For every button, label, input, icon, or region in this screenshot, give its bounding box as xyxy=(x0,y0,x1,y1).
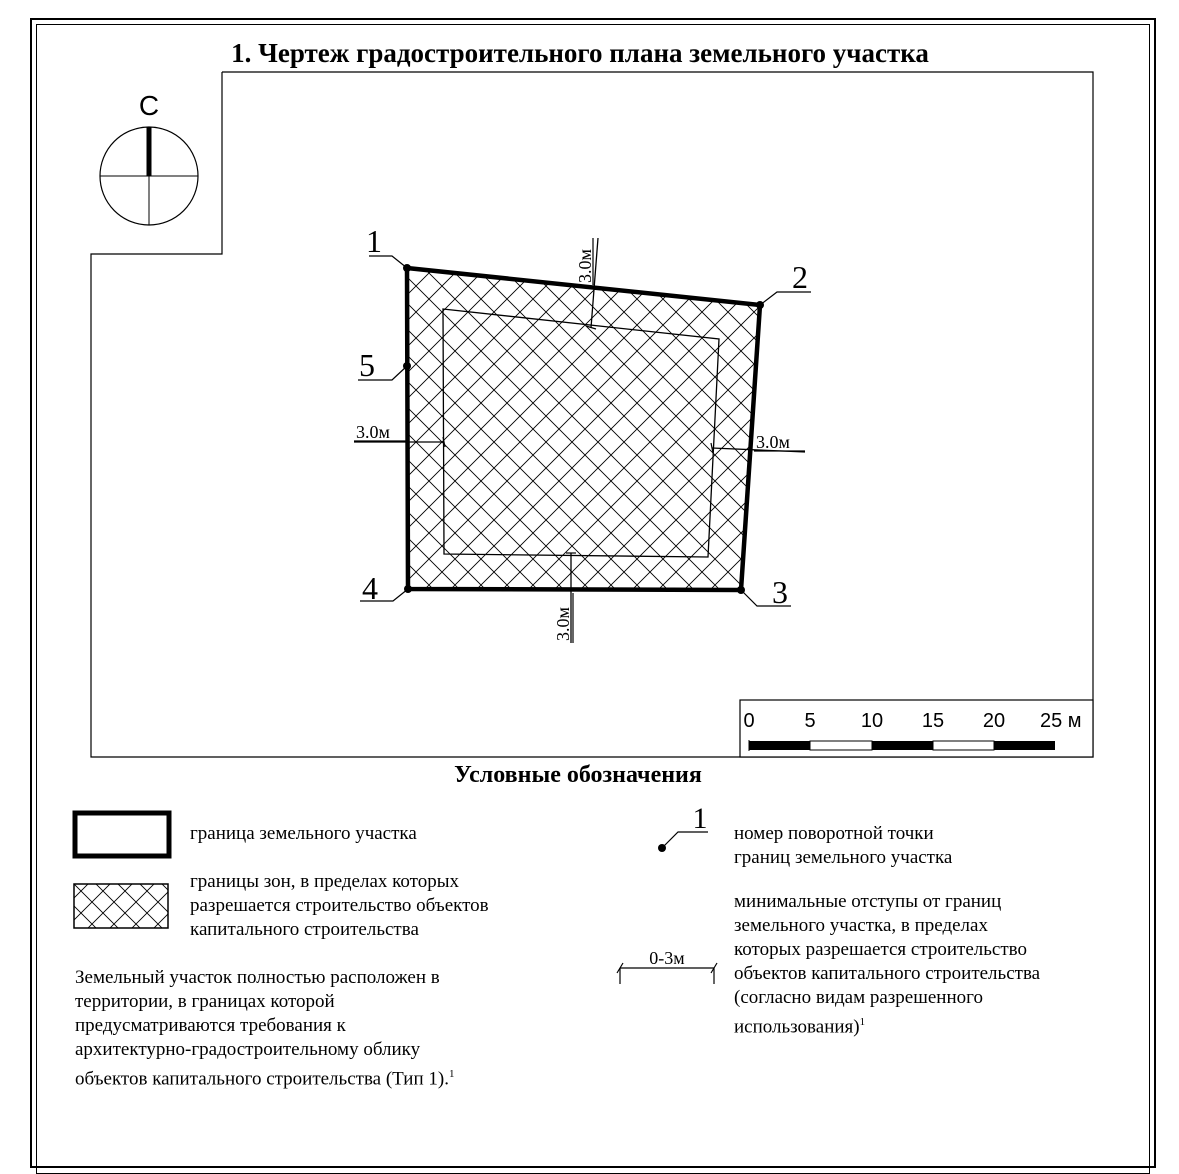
setback-left-label: 3.0м xyxy=(356,422,390,442)
scale-tick-10: 10 xyxy=(860,710,884,732)
legend-plot-boundary-symbol xyxy=(70,808,176,864)
scale-bar xyxy=(740,700,1093,757)
legend-build-zone-text: границы зон, в пределах которых разрешается строительство объектов капитального строительства xyxy=(190,871,489,940)
vertex-4 xyxy=(360,570,412,606)
setback-right-label: 3.0м xyxy=(756,432,790,452)
legend-title: Условные обозначения xyxy=(454,762,702,788)
vertex-1 xyxy=(366,223,411,272)
vertex-1-label: 1 xyxy=(366,223,382,259)
north-arrow-icon xyxy=(100,90,198,225)
vertex-2 xyxy=(756,259,811,309)
legend-setback-desc-text: минимальные отступы от границ земельного участка, в пределах которых разрешается строительство объектов капитального строительства (согласно видам разрешенного использования) xyxy=(734,891,1041,1038)
legend-setback-symbol-label: 0-3м xyxy=(649,948,685,968)
vertex-5-label: 5 xyxy=(359,347,375,383)
legend-plot-boundary-text: граница земельного участка xyxy=(190,823,417,844)
scale-tick-20: 20 xyxy=(982,710,1006,732)
legend-setback-desc xyxy=(734,890,1040,1039)
legend-point-symbol-label: 1 xyxy=(692,802,708,835)
legend-point-symbol xyxy=(650,800,720,860)
legend-point-number-text: номер поворотной точки границ земельного участка xyxy=(734,823,953,868)
page-title: 1. Чертеж градостроительного плана земельного участка xyxy=(231,38,929,68)
build-zone-hatch xyxy=(407,268,760,590)
scale-tick-25: 25 м xyxy=(1040,710,1082,732)
setback-top-label: 3.0м xyxy=(575,249,595,283)
legend-build-zone-symbol xyxy=(70,880,176,932)
scale-tick-0: 0 xyxy=(743,710,755,732)
vertex-3 xyxy=(737,574,791,610)
vertex-5 xyxy=(358,347,411,383)
legend-note xyxy=(75,966,454,1091)
scale-tick-15: 15 xyxy=(921,710,945,732)
legend-setback-footnote: 1 xyxy=(859,1016,866,1028)
legend-note-text: Земельный участок полностью расположен в территории, в границах которой предусматриваются требования к архитектурно-градостроительному облику объектов капитального строительства (Тип 1). xyxy=(75,967,449,1090)
north-label: С xyxy=(138,90,160,121)
legend-setback-symbol xyxy=(610,944,720,988)
legend-note-footnote: 1 xyxy=(448,1068,455,1080)
setback-bottom-label: 3.0м xyxy=(553,607,573,641)
vertex-3-label: 3 xyxy=(772,574,788,610)
vertex-2-label: 2 xyxy=(792,259,808,295)
scale-tick-5: 5 xyxy=(804,710,816,732)
vertex-4-label: 4 xyxy=(362,570,378,606)
